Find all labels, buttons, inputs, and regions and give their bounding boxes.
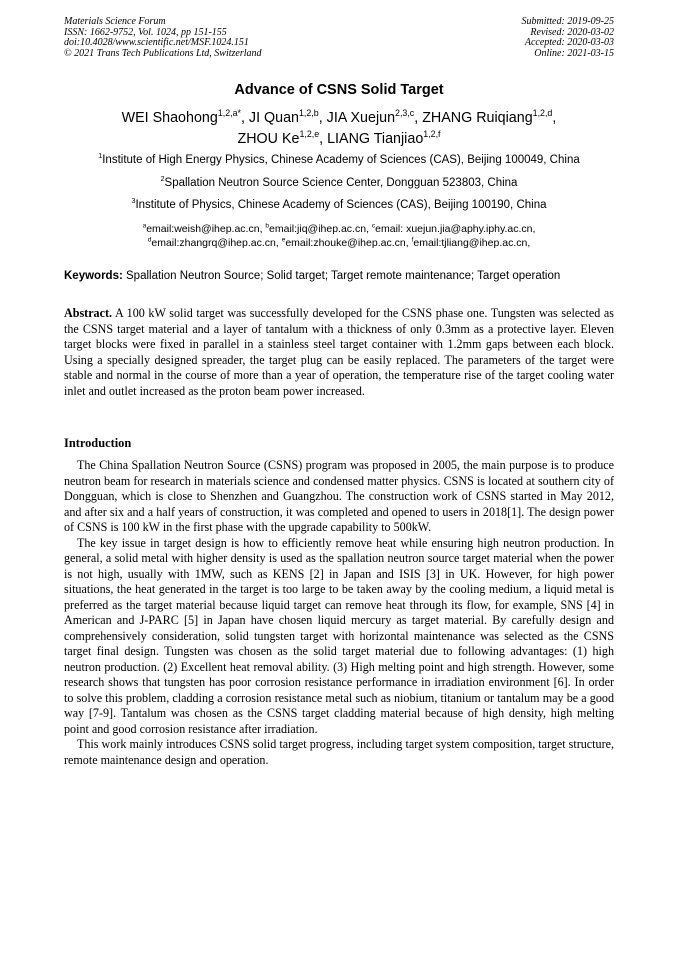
author (422, 110, 556, 126)
affiliation-text: Institute of Physics, Chinese Academy of Sciences (CAS), Beijing 100190, China (135, 199, 547, 211)
author-sup: 2,3,c (395, 108, 415, 119)
section-heading-introduction: Introduction (64, 436, 132, 450)
author-sep: , (552, 110, 557, 126)
email: email:zhouke@ihep.ac.cn, (285, 237, 412, 249)
abstract-text: A 100 kW solid target was successfully developed for the CSNS phase one. Tungsten was selected as the CSNS target material and a layer of tantalum with a thickness of only 0.3mm as a protective layer. Eleven target blocks were fixed in parallel in a stainless steel target container with 1.2mm gaps between each block. Using a specially designed spreader, the target plug can be easily replaced. The parameters of the target were stable and normal in the course of more than a year of operation, the temperature rise of the target cooling water inlet and outlet increased as the proton beam power increased. (64, 306, 614, 398)
author-name: JI Quan (248, 110, 299, 126)
author-name: ZHANG Ruiqiang (422, 110, 533, 126)
email-sup: a (142, 222, 147, 230)
affiliation-text: Spallation Neutron Source Science Center, Dongguan 523803, China (164, 177, 518, 189)
affiliation-1 (0, 154, 678, 166)
author-sup: 1,2,e (299, 129, 320, 140)
author-sup: 1,2,b (299, 108, 319, 119)
keywords-text: Spallation Neutron Source; Solid target; Target remote maintenance; Target operation (126, 270, 561, 282)
author (249, 110, 327, 126)
date-submitted: Submitted: 2019-09-25 (521, 16, 614, 27)
date-online: Online: 2021-03-15 (534, 47, 614, 59)
date-revised: Revised: 2020-03-02 (530, 26, 614, 38)
author-name: JIA Xuejun (326, 110, 396, 126)
abstract (64, 306, 614, 399)
keywords (64, 270, 614, 282)
author (237, 131, 327, 147)
email-sup: f (411, 236, 414, 244)
affiliation-text: Institute of High Energy Physics, Chinese Academy of Sciences (CAS), Beijing 100049, China (102, 154, 580, 166)
journal-issn: ISSN: 1662-9752, Vol. 1024, pp 151-155 (64, 26, 227, 38)
author-sep: , (318, 110, 327, 126)
author-sep: , (240, 110, 249, 126)
paper-title: Advance of CSNS Solid Target (234, 82, 444, 98)
author-name: LIANG Tianjiao (327, 131, 424, 147)
email: email: xuejun.jia@aphy.iphy.ac.cn, (375, 223, 536, 235)
author (327, 131, 440, 147)
author-name: WEI Shaohong (121, 110, 218, 126)
affiliation-sup: 1 (98, 152, 103, 161)
email-sup: c (371, 222, 376, 230)
email-sup: b (265, 222, 270, 230)
email: email:jiq@ihep.ac.cn, (269, 223, 372, 235)
journal-name: Materials Science Forum (64, 16, 166, 27)
paragraph: The China Spallation Neutron Source (CSNS) program was proposed in 2005, the main purpose is to produce neutron beam for research in materials science and condensed matter physics. CSNS is located at southern city of Dongguan, which is close to Shenzhen and Guangzhou. The construction work of CSNS started in May 2012, and after six and a half years of construction, it was completed and opened to users in 2018[1]. The design power of CSNS is 100 kW in the first phase with the upgrade capability to 500kW. (64, 458, 614, 534)
author (327, 110, 423, 126)
email: email:zhangrq@ihep.ac.cn, (151, 237, 282, 249)
author-sup: 1,2,a* (217, 108, 241, 119)
affiliation-sup: 2 (160, 175, 165, 184)
abstract-label: Abstract. (64, 306, 113, 320)
author-list (60, 108, 618, 150)
affiliation-2 (0, 177, 678, 189)
author (122, 110, 249, 126)
affiliation-3 (0, 199, 678, 211)
keywords-label: Keywords: (64, 270, 123, 282)
email: email:weish@ihep.ac.cn, (146, 223, 266, 235)
author-sup: 1,2,d (532, 108, 553, 119)
date-accepted: Accepted: 2020-03-03 (524, 37, 614, 49)
publication-dates (522, 17, 615, 59)
email-list (0, 222, 678, 250)
author-sep: , (319, 131, 328, 147)
journal-copyright: © 2021 Trans Tech Publications Ltd, Switzerland (64, 47, 262, 59)
author-sep: , (414, 110, 423, 126)
email-row (0, 222, 678, 236)
introduction-body (64, 458, 614, 768)
paragraph: The key issue in target design is how to efficiently remove heat while ensuring high neutron production. In general, a solid metal with higher density is used as the spallation neutron source target material when the power is not high, usually with 1MW, such as KENS [2] in Japan and ISIS [3] in UK. However, for high power situations, the heat generated in the target is too large to be taken away by the cooling medium, a liquid metal is preferred as the target material because liquid target can remove heat through its flow, for example, SNS [4] in American and J-PARC [5] in Japan have chosen liquid mercury as target material. By carefully design and comprehensively consideration, solid tungsten target with horizontal maintenance was selected as the CSNS target final design. Tungsten was chosen as the solid target material due to following advantages: (1) high neutron production. (2) Excellent heat removal ability. (3) High melting point and high strength. However, some research shows that tungsten has poor corrosion resistance performance in irradiation environment [6]. In order to solve this problem, cladding a corrosion resistance metal such as niobium, titanium or tantalum may be a good way [7-9]. Tantalum was chosen as the CSNS target cladding material because of high density, high melting point and good corrosion resistance after irradiation. (64, 535, 614, 736)
email: email:tjliang@ihep.ac.cn, (413, 237, 531, 249)
email-sup: e (281, 236, 286, 244)
affiliation-sup: 3 (131, 197, 136, 206)
journal-info (64, 17, 262, 59)
journal-doi: doi:10.4028/www.scientific.net/MSF.1024.151 (64, 37, 249, 49)
author-name: ZHOU Ke (237, 131, 300, 147)
author-sup: 1,2,f (423, 129, 441, 140)
paragraph: This work mainly introduces CSNS solid target progress, including target system composition, target structure, remote maintenance design and operation. (64, 737, 614, 767)
email-row (0, 236, 678, 250)
email-sup: d (147, 236, 152, 244)
